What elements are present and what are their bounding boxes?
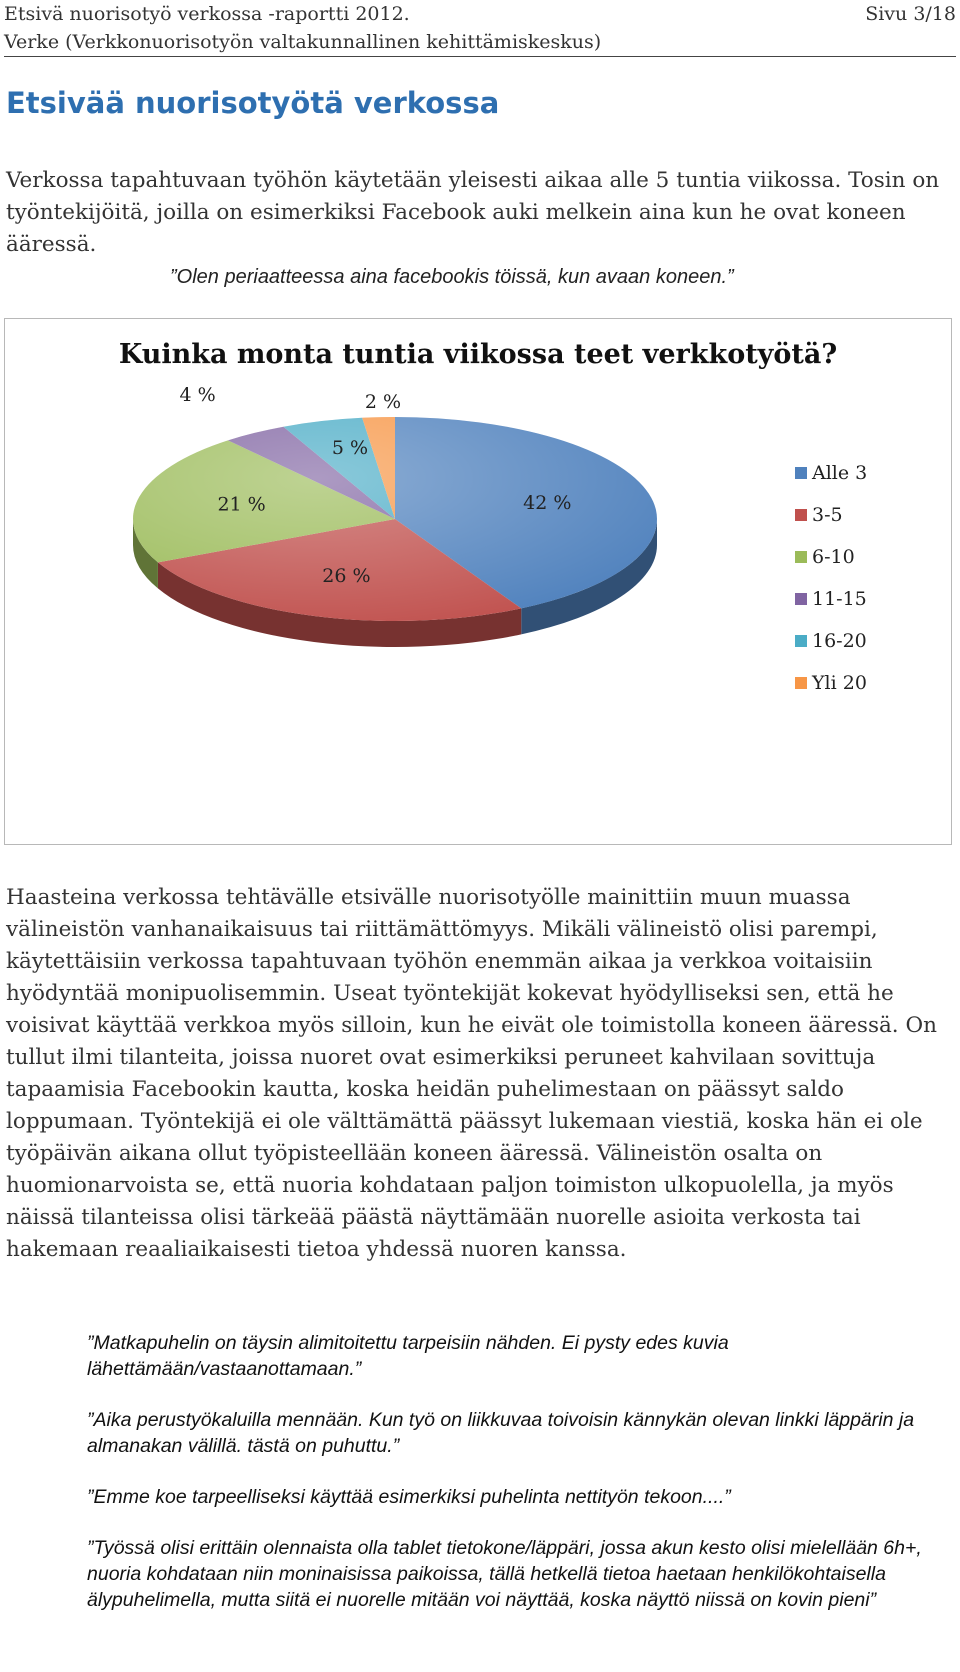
legend-item: Yli 20 — [812, 672, 867, 694]
pie-data-label: 2 % — [364, 391, 402, 413]
chart-title: Kuinka monta tuntia viikossa teet verkkotyötä? — [118, 339, 838, 370]
quote-item: ”Aika perustyökaluilla mennään. Kun työ on liikkuvaa toivoisin kännykän olevan linkki läppärin ja almanakan välillä. tästä on puhuttu.” — [87, 1409, 915, 1457]
section-title: Etsivää nuorisotyötä verkossa — [6, 86, 500, 120]
legend-swatch — [795, 509, 807, 521]
page-header — [4, 0, 956, 56]
pie-data-label: 42 % — [523, 491, 572, 514]
pie-chart-canvas — [5, 319, 951, 844]
legend-swatch — [795, 635, 807, 647]
quote-item: ”Työssä olisi erittäin olennaista olla tablet tietokone/läppäri, jossa akun kesto olisi mielellään 6h+, nuoria kohdataan niin moninaisissa paikoissa, tällä hetkellä tietoa haetaan henkilökohtaisella älypuhelimella, mutta siitä ei nuorelle mitään voi näyttää, koska näyttö niissä on kovin pieni” — [87, 1537, 922, 1611]
pie-chart — [4, 318, 952, 845]
legend-item: 6-10 — [812, 546, 855, 568]
intro-paragraph: Verkossa tapahtuvaan työhön käytetään yleisesti aikaa alle 5 tuntia viikossa. Tosin on työntekijöitä, joilla on esimerkiksi Facebook auki melkein aina kun he ovat koneen ääressä. — [6, 168, 940, 257]
body-paragraph — [6, 882, 954, 1266]
legend-item: Alle 3 — [812, 462, 868, 484]
intro-quote: ”Olen periaatteessa aina facebookis töissä, kun avaan koneen.” — [170, 266, 734, 288]
body-text: Haasteina verkossa tehtävälle etsivälle nuorisotyölle mainittiin muun muassa välineistön vanhanaikaisuus tai riittämättömyys. Mikäli välineistö olisi parempi, käytettäisiin verkossa tapahtuvaan työhön enemmän aikaa ja verkkoa voitaisiin hyödyntää monipuolisemmin. Useat työntekijät kokevat hyödylliseksi sen, että he voisivat käyttää verkkoa myös silloin, kun he eivät ole toimistolla koneen ääressä. On tullut ilmi tilanteita, joissa nuoret ovat esimerkiksi peruneet kahvilaan sovittuja tapaamisia Facebookin kautta, koska heidän puhelimestaan on päässyt saldo loppumaan. Työntekijä ei ole välttämättä päässyt lukemaan viestiä, koska hän ei ole työpäivän aikana ollut työpisteellään koneen ääressä. Välineistön osalta on huomionarvoista se, että nuoria kohdataan paljon toimiston ulkopuolella, ja myös näissä tilanteissa olisi tärkeää päästä näyttämään nuorelle asioita verkosta tai hakemaan reaaliaikaisesti tietoa yhdessä nuoren kanssa. — [6, 885, 937, 1262]
legend-swatch — [795, 551, 807, 563]
page-number: Sivu 3/18 — [865, 3, 956, 25]
header-divider — [4, 56, 956, 57]
pie-data-label: 5 % — [331, 437, 369, 459]
legend-swatch — [795, 593, 807, 605]
quote-list — [87, 1330, 957, 1638]
pie-data-label: 26 % — [322, 565, 371, 588]
quote-item: ”Matkapuhelin on täysin alimitoitettu tarpeisiin nähden. Ei pysty edes kuvia lähettämään/vastaanottamaan.” — [87, 1332, 729, 1380]
quote-item: ”Emme koe tarpeelliseksi käyttää esimerkiksi puhelinta nettityön tekoon....” — [87, 1486, 731, 1508]
organization-name: Verke (Verkkonuorisotyön valtakunnallinen kehittämiskeskus) — [4, 31, 602, 53]
legend-item: 3-5 — [812, 504, 843, 526]
pie-data-label: 21 % — [217, 493, 266, 516]
legend-swatch — [795, 677, 807, 689]
pie-highlight — [133, 417, 657, 621]
legend-item: 16-20 — [812, 630, 867, 652]
legend-item: 11-15 — [812, 588, 867, 610]
legend-swatch — [795, 467, 807, 479]
document-title: Etsivä nuorisotyö verkossa -raportti 2012. — [4, 3, 410, 25]
pie-data-label: 4 % — [179, 383, 216, 406]
